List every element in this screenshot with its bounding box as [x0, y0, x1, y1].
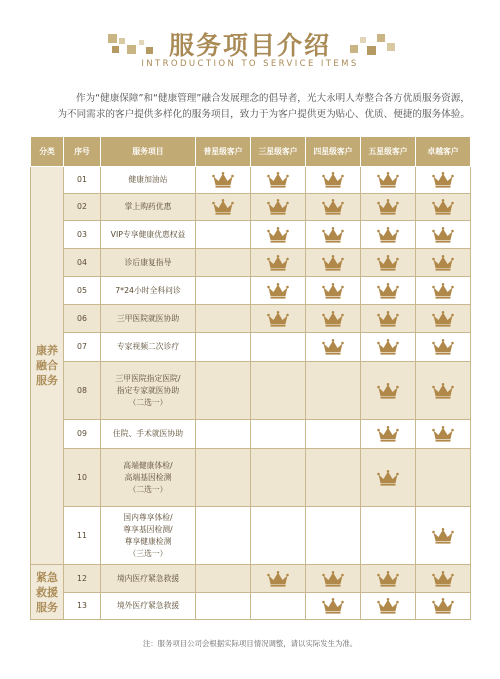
service-name-line: 尊享基因检测/	[123, 524, 173, 534]
tier-cell	[306, 420, 361, 449]
service-name-line: 诊后康复指导	[124, 257, 172, 267]
category-line: 融合	[36, 359, 58, 372]
service-name	[101, 565, 196, 593]
service-name-line: 健康加油站	[128, 175, 168, 184]
tier-cell	[306, 565, 361, 593]
tier-cell	[306, 277, 361, 305]
service-name-line: 指定专家就医协助	[116, 385, 180, 395]
tier-cell	[251, 277, 306, 305]
table-row	[31, 333, 471, 362]
row-number: 08	[64, 362, 101, 420]
tier-cell	[196, 194, 251, 221]
service-name-line: （三选一）	[128, 548, 168, 558]
tier-cell	[416, 565, 471, 593]
service-name-line: 国内尊享体检/	[123, 512, 173, 522]
tier-cell	[416, 507, 471, 565]
row-number: 12	[64, 565, 101, 593]
service-name-line: VIP专享健康优惠权益	[110, 229, 186, 239]
service-name-line: 掌上购药优惠	[124, 202, 172, 211]
crown-icon	[432, 601, 454, 610]
tier-cell	[361, 194, 416, 221]
header-tier-five-star: 五星级客户	[361, 137, 416, 167]
service-name-line: 尊享健康检测	[124, 536, 172, 546]
tier-cell	[251, 167, 306, 194]
tier-cell	[416, 420, 471, 449]
category-line: 康养	[36, 344, 58, 357]
tier-cell	[196, 420, 251, 449]
tier-cell	[416, 277, 471, 305]
service-name	[101, 221, 196, 249]
service-name-line: （二选一）	[128, 397, 168, 407]
row-number: 10	[64, 449, 101, 507]
tier-cell	[251, 305, 306, 333]
tier-cell	[251, 362, 306, 420]
crown-icon	[212, 202, 234, 211]
tier-cell	[361, 593, 416, 620]
service-table	[30, 136, 471, 620]
row-number: 06	[64, 305, 101, 333]
tier-cell	[251, 507, 306, 565]
tier-cell	[306, 507, 361, 565]
service-name-line: 专家视频二次诊疗	[116, 342, 180, 351]
tier-cell	[251, 333, 306, 362]
header-service: 服务项目	[101, 137, 196, 167]
tier-cell	[251, 194, 306, 221]
crown-icon	[377, 286, 399, 295]
crown-icon	[432, 230, 454, 239]
service-name	[101, 507, 196, 565]
tier-cell	[361, 249, 416, 277]
crown-icon	[267, 202, 289, 211]
intro-paragraph	[30, 91, 470, 123]
tier-cell	[361, 221, 416, 249]
tier-cell	[251, 249, 306, 277]
tier-cell	[196, 277, 251, 305]
row-number: 07	[64, 333, 101, 362]
tier-cell	[251, 420, 306, 449]
header-tier-premier: 卓越客户	[416, 137, 471, 167]
tier-cell	[361, 333, 416, 362]
crown-icon	[322, 601, 344, 610]
crown-icon	[432, 202, 454, 211]
crown-icon	[377, 258, 399, 267]
header-tier-basic: 普星级客户	[196, 137, 251, 167]
crown-icon	[377, 230, 399, 239]
crown-icon	[377, 175, 399, 184]
category-cell	[31, 167, 64, 565]
tier-cell	[416, 593, 471, 620]
tier-cell	[196, 362, 251, 420]
service-name	[101, 277, 196, 305]
tier-cell	[196, 221, 251, 249]
service-name-line: 住院、手术就医协助	[112, 429, 184, 438]
tier-cell	[196, 249, 251, 277]
crown-icon	[377, 601, 399, 610]
row-number: 05	[64, 277, 101, 305]
service-name	[101, 362, 196, 420]
tier-cell	[416, 449, 471, 507]
crown-icon	[432, 286, 454, 295]
crown-icon	[377, 314, 399, 323]
tier-cell	[251, 221, 306, 249]
service-name-line: 三甲医院指定医院/	[115, 373, 181, 383]
table-row	[31, 221, 471, 249]
service-name	[101, 420, 196, 449]
tier-cell	[306, 333, 361, 362]
crown-icon	[322, 258, 344, 267]
crown-icon	[322, 286, 344, 295]
row-number: 04	[64, 249, 101, 277]
tier-cell	[416, 362, 471, 420]
table-row	[31, 420, 471, 449]
page-header	[0, 26, 500, 74]
tier-cell	[196, 449, 251, 507]
table-row	[31, 277, 471, 305]
tier-cell	[306, 167, 361, 194]
tier-cell	[251, 565, 306, 593]
tier-cell	[306, 221, 361, 249]
table-row	[31, 449, 471, 507]
tier-cell	[361, 420, 416, 449]
service-name	[101, 333, 196, 362]
crown-icon	[432, 531, 454, 540]
row-number: 09	[64, 420, 101, 449]
crown-icon	[212, 175, 234, 184]
crown-icon	[377, 386, 399, 395]
crown-icon	[432, 258, 454, 267]
tier-cell	[196, 167, 251, 194]
tier-cell	[196, 507, 251, 565]
crown-icon	[322, 175, 344, 184]
tier-cell	[361, 362, 416, 420]
tier-cell	[361, 277, 416, 305]
page-subtitle: INTRODUCTION TO SERVICE ITEMS	[141, 59, 359, 69]
crown-icon	[432, 175, 454, 184]
service-name	[101, 593, 196, 620]
crown-icon	[377, 574, 399, 583]
category-line: 救援	[36, 585, 58, 599]
page-title: 服务项目介绍	[168, 31, 331, 60]
crown-icon	[432, 314, 454, 323]
crown-icon	[432, 342, 454, 351]
tier-cell	[306, 305, 361, 333]
service-name-line: 7*24小时全科问诊	[115, 285, 181, 295]
crown-icon	[267, 574, 289, 583]
category-line: 服务	[36, 374, 58, 387]
intro-line: 作为“健康保障”和“健康管理”融合发展理念的倡导者，光大永明人寿整合各方优质服务资源，	[75, 93, 470, 104]
table-body	[31, 167, 471, 620]
crown-icon	[432, 429, 454, 438]
tier-cell	[361, 449, 416, 507]
tier-cell	[251, 449, 306, 507]
row-number: 03	[64, 221, 101, 249]
service-name-line: 境外医疗紧急救援	[116, 601, 180, 610]
crown-icon	[432, 574, 454, 583]
service-name	[101, 249, 196, 277]
table-row	[31, 593, 471, 620]
tier-cell	[306, 593, 361, 620]
service-name	[101, 305, 196, 333]
right-square-decoration	[350, 34, 396, 56]
crown-icon	[267, 175, 289, 184]
tier-cell	[361, 507, 416, 565]
category-line: 服务	[36, 600, 58, 614]
tier-cell	[251, 593, 306, 620]
table-row	[31, 507, 471, 565]
crown-icon	[432, 386, 454, 395]
row-number: 11	[64, 507, 101, 565]
intro-line: 为不同需求的客户提供多样化的服务项目，致力于为客户提供更为贴心、优质、便捷的服务体验。	[57, 109, 470, 120]
row-number: 13	[64, 593, 101, 620]
table-header-row	[31, 137, 471, 167]
table-row	[31, 194, 471, 221]
service-name	[101, 194, 196, 221]
category-cell	[31, 565, 64, 620]
category-line: 紧急	[36, 570, 58, 584]
crown-icon	[322, 342, 344, 351]
tier-cell	[306, 362, 361, 420]
service-name	[101, 449, 196, 507]
crown-icon	[267, 286, 289, 295]
tier-cell	[196, 593, 251, 620]
service-name-line: 高端基因检测	[124, 472, 172, 482]
service-name	[101, 167, 196, 194]
tier-cell	[196, 565, 251, 593]
tier-cell	[416, 249, 471, 277]
tier-cell	[361, 167, 416, 194]
footnote: 注：服务项目公司会根据实际项目情况调整，请以实际发生为准。	[142, 639, 358, 648]
table-row	[31, 362, 471, 420]
service-name-line: （二选一）	[128, 484, 168, 494]
tier-cell	[306, 249, 361, 277]
tier-cell	[361, 565, 416, 593]
header-tier-four-star: 四星级客户	[306, 137, 361, 167]
service-name-line: 高端健康体检/	[123, 460, 173, 470]
tier-cell	[306, 449, 361, 507]
service-name-line: 境内医疗紧急救援	[116, 573, 180, 583]
tier-cell	[196, 333, 251, 362]
tier-cell	[416, 221, 471, 249]
table-row	[31, 167, 471, 194]
crown-icon	[377, 342, 399, 351]
crown-icon	[322, 202, 344, 211]
crown-icon	[267, 314, 289, 323]
crown-icon	[377, 473, 399, 482]
tier-cell	[196, 305, 251, 333]
table-row	[31, 249, 471, 277]
crown-icon	[377, 202, 399, 211]
crown-icon	[377, 429, 399, 438]
tier-cell	[361, 305, 416, 333]
tier-cell	[416, 333, 471, 362]
header-category: 分类	[31, 137, 64, 167]
service-name-line: 三甲医院就医协助	[116, 313, 180, 323]
crown-icon	[322, 574, 344, 583]
header-number: 序号	[64, 137, 101, 167]
tier-cell	[416, 194, 471, 221]
crown-icon	[322, 314, 344, 323]
table-row	[31, 305, 471, 333]
header-tier-three-star: 三星级客户	[251, 137, 306, 167]
row-number: 01	[64, 167, 101, 194]
tier-cell	[416, 167, 471, 194]
tier-cell	[306, 194, 361, 221]
crown-icon	[322, 230, 344, 239]
table-row	[31, 565, 471, 593]
crown-icon	[267, 230, 289, 239]
tier-cell	[416, 305, 471, 333]
row-number: 02	[64, 194, 101, 221]
crown-icon	[267, 258, 289, 267]
